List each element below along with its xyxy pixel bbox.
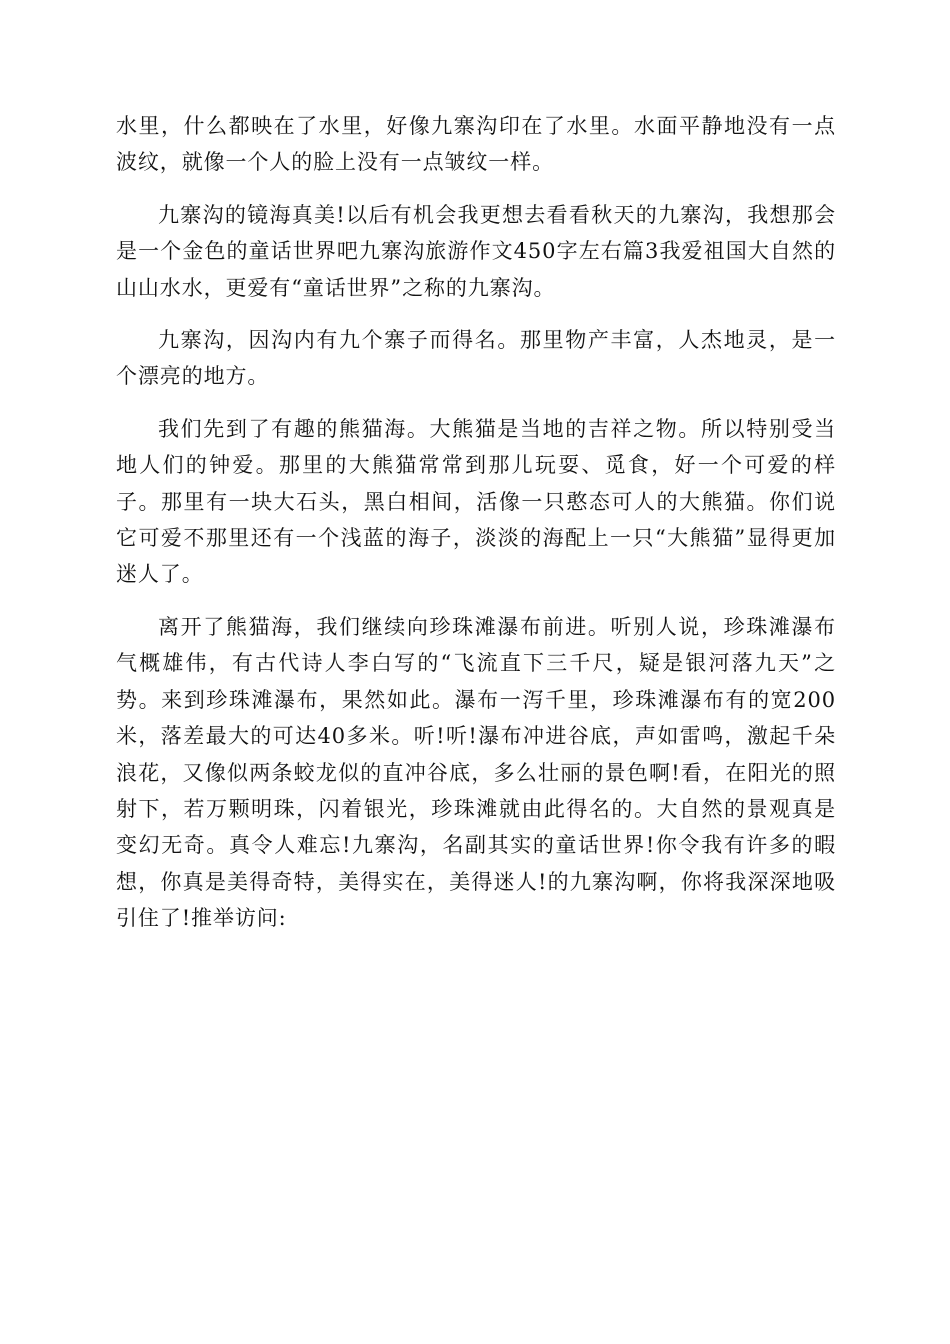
paragraph-4: 我们先到了有趣的熊猫海。大熊猫是当地的吉祥之物。所以特别受当地人们的钟爱。那里的大熊猫常常到那儿玩耍、觅食，好一个可爱的样子。那里有一块大石头，黑白相间，活像一只憨态可人的大熊猫。你们说它可爱不那里还有一个浅蓝的海子，淡淡的海配上一只“大熊猫”显得更加迷人了。 [116,416,836,587]
paragraph-1: 水里，什么都映在了水里，好像九寨沟印在了水里。水面平静地没有一点波纹，就像一个人的脸上没有一点皱纹一样。 [116,114,836,175]
document-body [116,108,836,953]
paragraph-5: 离开了熊猫海，我们继续向珍珠滩瀑布前进。听别人说，珍珠滩瀑布气概雄伟，有古代诗人李白写的“飞流直下三千尺，疑是银河落九天”之势。来到珍珠滩瀑布，果然如此。瀑布一泻千里，珍珠滩瀑布有的宽200米，落差最大的可达40多米。听!听!瀑布冲进谷底，声如雷鸣，激起千朵浪花，又像似两条蛟龙似的直冲谷底，多么壮丽的景色啊!看，在阳光的照射下，若万颗明珠，闪着银光，珍珠滩就由此得名的。大自然的景观真是变幻无奇。真令人难忘!九寨沟，名副其实的童话世界!你令我有许多的暇想，你真是美得奇特，美得实在，美得迷人!的九寨沟啊，你将我深深地吸引住了!推举访问: [116,614,836,931]
paragraph-3: 九寨沟，因沟内有九个寨子而得名。那里物产丰富，人杰地灵，是一个漂亮的地方。 [116,328,836,389]
paragraph-2: 九寨沟的镜海真美!以后有机会我更想去看看秋天的九寨沟，我想那会是一个金色的童话世界吧九寨沟旅游作文450字左右篇3我爱祖国大自然的山山水水，更爱有“童话世界”之称的九寨沟。 [116,202,836,300]
